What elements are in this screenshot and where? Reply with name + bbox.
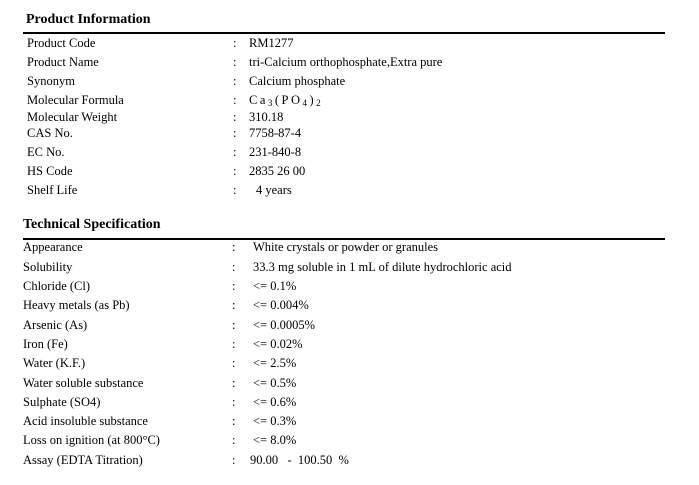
synonym-label: Synonym: [27, 74, 75, 88]
appearance-label: Appearance: [23, 240, 83, 254]
acid-insoluble-row: [23, 412, 667, 431]
product-code-row: [27, 34, 667, 53]
colon: :: [232, 279, 236, 293]
molecular-formula-value: $Ca_3(PO_4)_2$: [249, 93, 324, 108]
appearance-row: [23, 238, 667, 257]
water-kf-label: Water (K.F.): [23, 356, 86, 370]
ec-no-label: EC No.: [27, 145, 65, 159]
loss-on-ignition-value: <= 8.0%: [253, 433, 297, 447]
loss-on-ignition-label: Loss on ignition (at 800°C): [23, 433, 160, 447]
colon: :: [233, 55, 237, 69]
synonym-row: [27, 72, 667, 91]
acid-insoluble-label: Acid insoluble substance: [23, 414, 148, 428]
technical-specification-title: Technical Specification: [23, 217, 161, 232]
shelf-life-label: Shelf Life: [27, 183, 78, 197]
water-kf-row: [23, 354, 667, 373]
hs-code-label: HS Code: [27, 164, 73, 178]
product-name-row: [27, 53, 667, 72]
colon: :: [232, 395, 236, 409]
solubility-label: Solubility: [23, 260, 73, 274]
molecular-formula-label: Molecular Formula: [27, 93, 124, 107]
colon: :: [232, 318, 236, 332]
colon: :: [233, 93, 237, 107]
colon: :: [232, 376, 236, 390]
water-soluble-row: [23, 374, 667, 393]
sulphate-value: <= 0.6%: [253, 395, 297, 409]
solubility-row: [23, 258, 667, 277]
colon: :: [232, 356, 236, 370]
colon: :: [233, 126, 237, 140]
product-information-title: Product Information: [26, 12, 151, 27]
ec-no-row: [27, 143, 667, 162]
colon: :: [233, 183, 237, 197]
product-code-label: Product Code: [27, 36, 96, 50]
water-soluble-value: <= 0.5%: [253, 376, 297, 390]
colon: :: [232, 298, 236, 312]
product-name-value: tri-Calcium orthophosphate,Extra pure: [249, 55, 443, 69]
appearance-value: White crystals or powder or granules: [253, 240, 439, 254]
iron-value: <= 0.02%: [253, 337, 303, 351]
hs-code-value: 2835 26 00: [249, 164, 306, 178]
colon: :: [233, 164, 237, 178]
shelf-life-row: [27, 181, 667, 200]
acid-insoluble-value: <= 0.3%: [253, 414, 297, 428]
assay-label: Assay (EDTA Titration): [23, 453, 143, 467]
colon: :: [233, 36, 237, 50]
assay-row: [23, 451, 667, 470]
colon: :: [232, 240, 236, 254]
colon: :: [232, 260, 236, 274]
iron-label: Iron (Fe): [23, 337, 68, 351]
arsenic-value: <= 0.0005%: [253, 318, 316, 332]
water-kf-value: <= 2.5%: [253, 356, 297, 370]
product-name-label: Product Name: [27, 55, 99, 69]
shelf-life-value: 4 years: [256, 183, 292, 197]
colon: :: [232, 414, 236, 428]
colon: :: [232, 337, 236, 351]
sulphate-row: [23, 393, 667, 412]
molecular-weight-label: Molecular Weight: [27, 110, 118, 124]
synonym-value: Calcium phosphate: [249, 74, 346, 88]
arsenic-label: Arsenic (As): [23, 318, 88, 332]
colon: :: [233, 145, 237, 159]
chloride-row: [23, 277, 667, 296]
cas-no-row: [27, 124, 667, 143]
assay-value: 90.00 - 100.50 %: [250, 453, 349, 467]
chloride-label: Chloride (Cl): [23, 279, 91, 293]
chloride-value: <= 0.1%: [253, 279, 297, 293]
colon: :: [232, 433, 236, 447]
hs-code-row: [27, 162, 667, 181]
ec-no-value: 231-840-8: [249, 145, 302, 159]
cas-no-label: CAS No.: [27, 126, 73, 140]
water-soluble-label: Water soluble substance: [23, 376, 144, 390]
heavy-metals-row: [23, 296, 667, 315]
heavy-metals-label: Heavy metals (as Pb): [23, 298, 130, 312]
cas-no-value: 7758-87-4: [249, 126, 302, 140]
heavy-metals-value: <= 0.004%: [253, 298, 309, 312]
colon: :: [232, 453, 236, 467]
solubility-value: 33.3 mg soluble in 1 mL of dilute hydrochloric acid: [253, 260, 512, 274]
sulphate-label: Sulphate (SO4): [23, 395, 101, 409]
colon: :: [233, 110, 237, 124]
colon: :: [233, 74, 237, 88]
arsenic-row: [23, 316, 667, 335]
molecular-weight-value: 310.18: [249, 110, 284, 124]
product-code-value: RM1277: [249, 36, 294, 50]
loss-on-ignition-row: [23, 431, 667, 450]
iron-row: [23, 335, 667, 354]
